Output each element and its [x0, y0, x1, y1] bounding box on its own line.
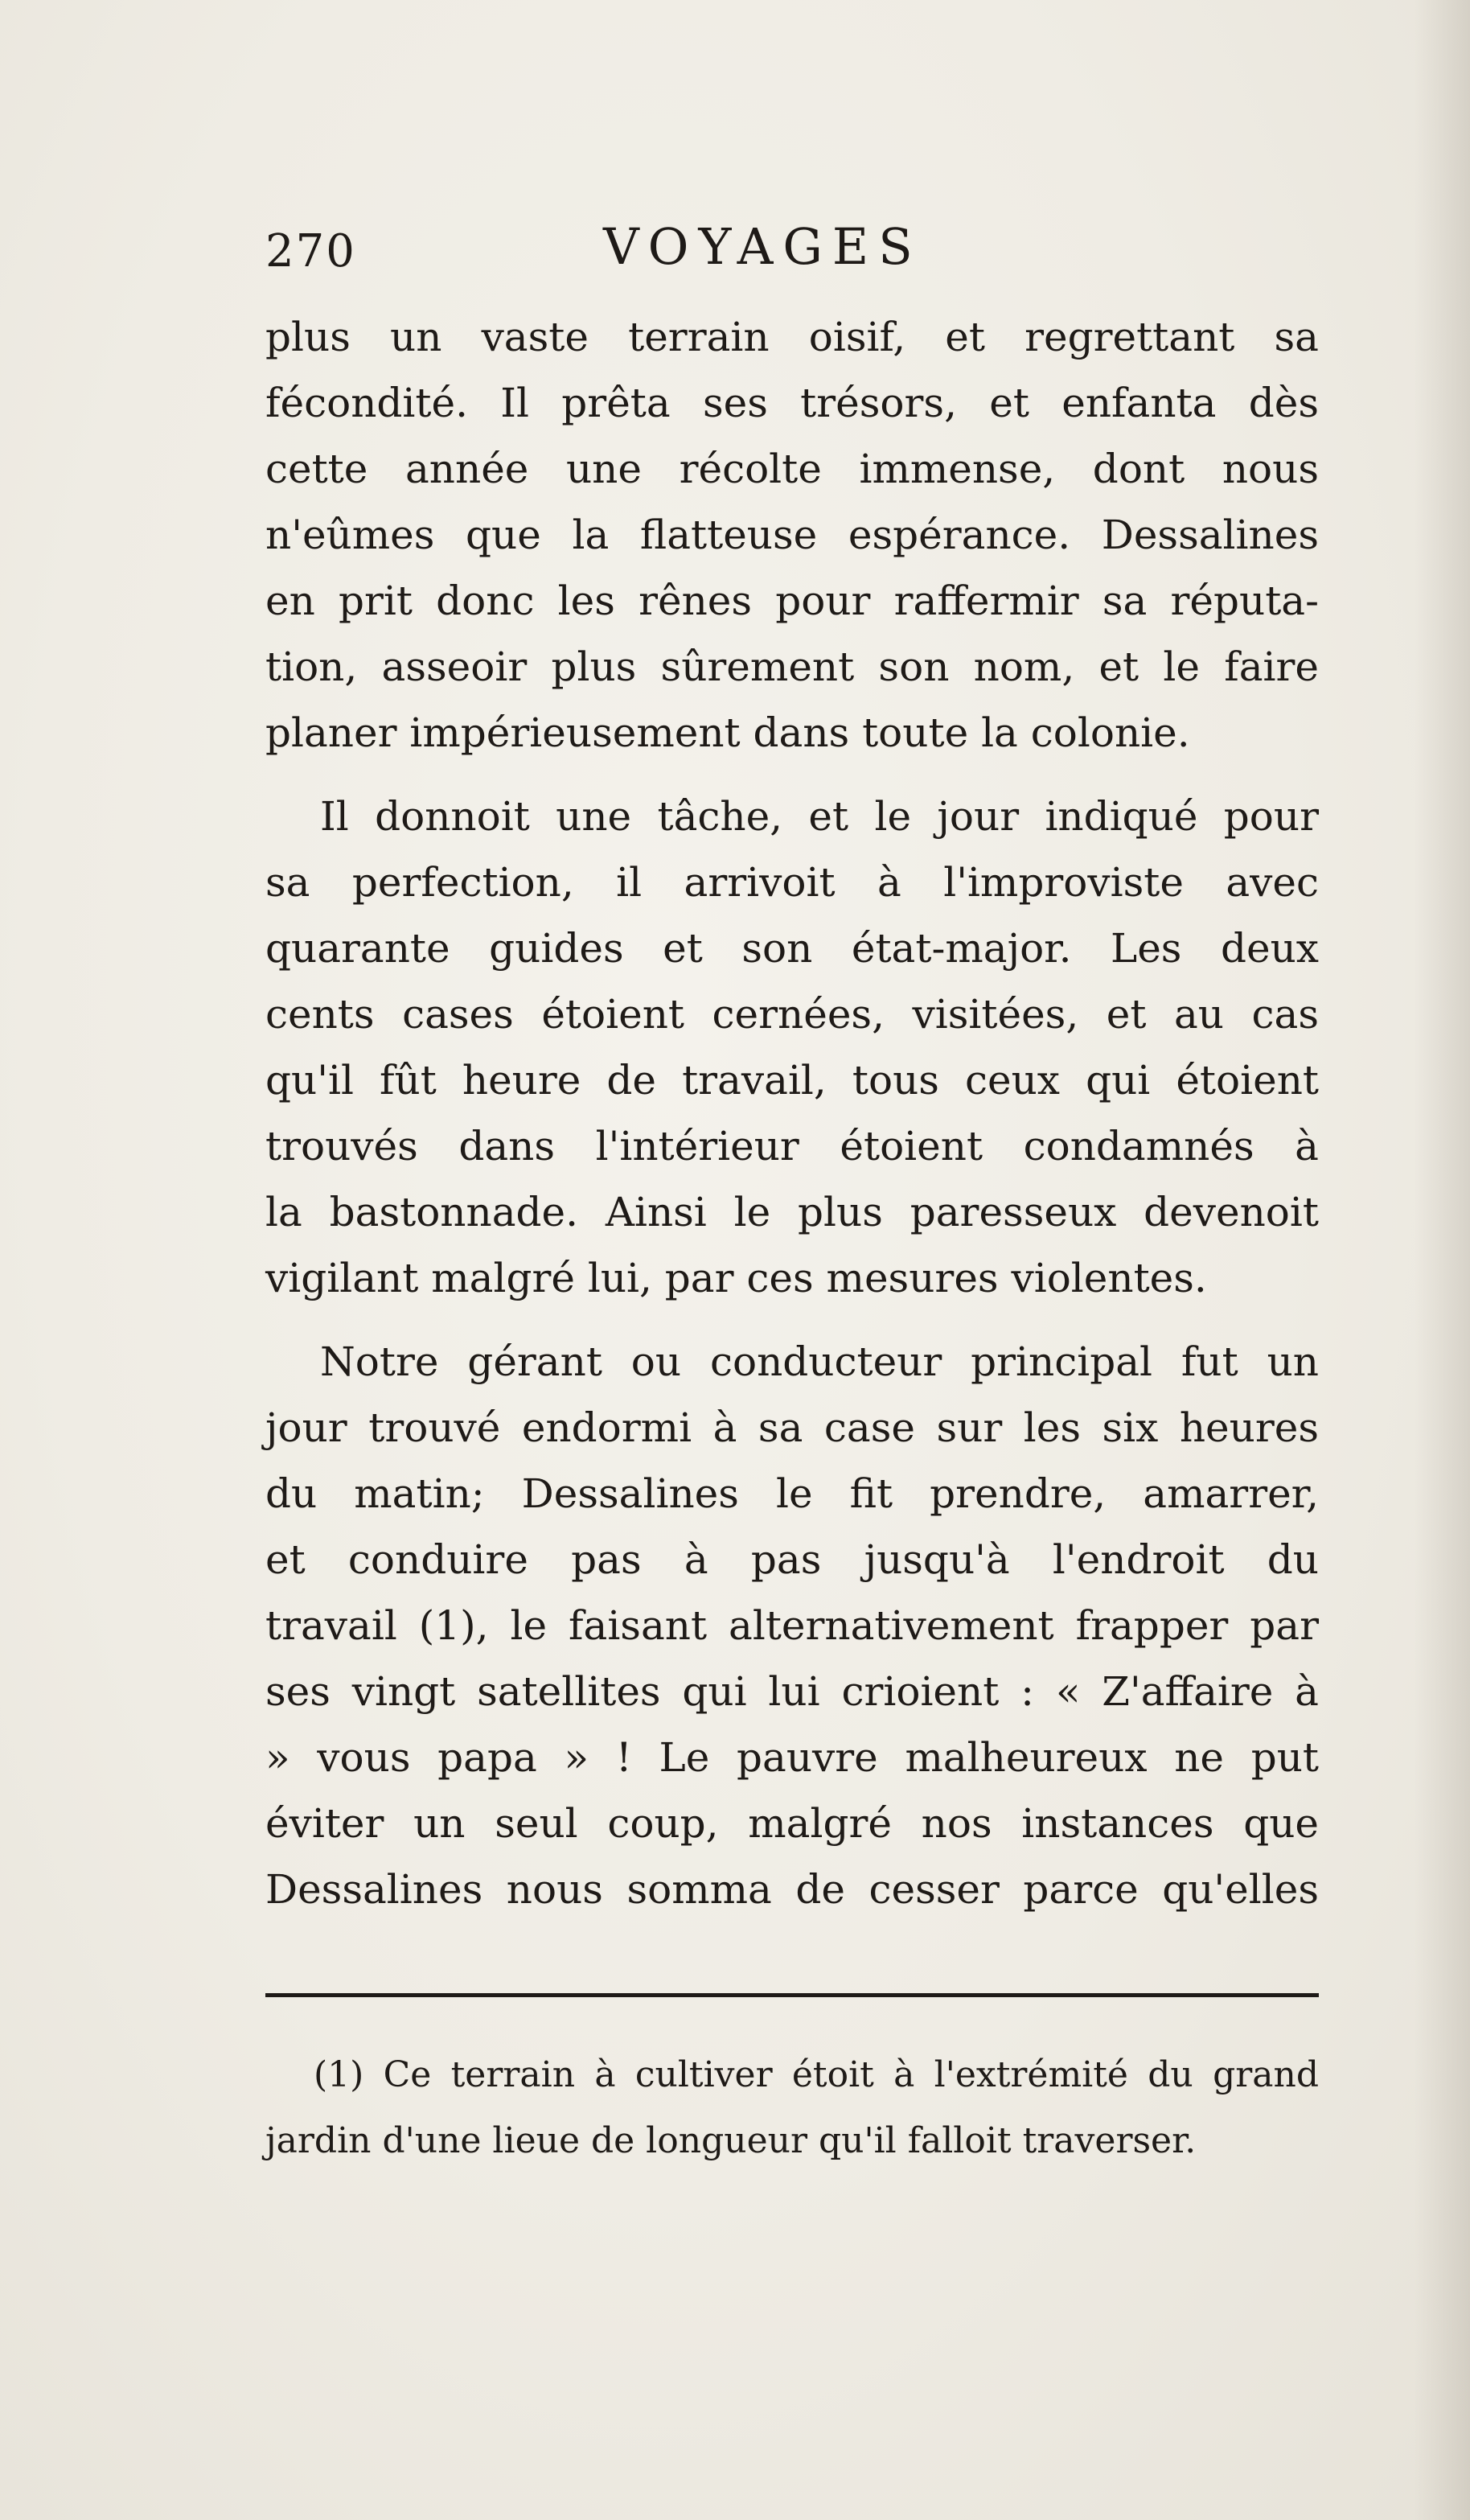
text-line: vigilant malgré lui, par ces mesures violentes. — [265, 1255, 1207, 1301]
text-line: n'eûmes que la flatteuse espérance. Dessalines — [265, 512, 1319, 558]
text-line: trouvés dans l'intérieur étoient condamnés à — [265, 1123, 1319, 1170]
text-line: éviter un seul coup, malgré nos instances que — [265, 1800, 1319, 1847]
paragraph-1 — [265, 304, 1319, 766]
footnote-line: jardin d'une lieue de longueur qu'il falloit traverser. — [265, 2120, 1197, 2161]
text-line: en prit donc les rênes pour raffermir sa réputa- — [265, 578, 1319, 624]
text-line: et conduire pas à pas jusqu'à l'endroit du — [265, 1536, 1319, 1583]
text-line: plus un vaste terrain oisif, et regrettant sa — [265, 314, 1319, 360]
text-line: planer impérieusement dans toute la colonie. — [265, 709, 1190, 756]
text-line: la bastonnade. Ainsi le plus paresseux devenoit — [265, 1189, 1319, 1235]
body-text — [265, 304, 1319, 1940]
text-line: travail (1), le faisant alternativement frapper par — [265, 1602, 1319, 1649]
text-line: tion, asseoir plus sûrement son nom, et le faire — [265, 643, 1319, 690]
text-line: Dessalines nous somma de cesser parce qu'elles — [265, 1866, 1319, 1913]
footnote-divider — [265, 1993, 1319, 1997]
page-number: 270 — [265, 225, 356, 277]
text-line: fécondité. Il prêta ses trésors, et enfanta dès — [265, 380, 1319, 426]
text-line: quarante guides et son état-major. Les deux — [265, 925, 1319, 972]
footnote — [265, 2043, 1319, 2175]
text-line: Il donnoit une tâche, et le jour indiqué pour — [320, 793, 1319, 840]
paragraph-3 — [265, 1329, 1319, 1922]
text-line: sa perfection, il arrivoit à l'improviste avec — [265, 859, 1319, 906]
text-line: jour trouvé endormi à sa case sur les six heures — [265, 1404, 1319, 1451]
page-header — [265, 217, 1319, 290]
paragraph-2 — [265, 783, 1319, 1311]
text-line: » vous papa » ! Le pauvre malheureux ne put — [265, 1734, 1319, 1781]
text-line: qu'il fût heure de travail, tous ceux qui étoient — [265, 1057, 1319, 1104]
text-line: cents cases étoient cernées, visitées, et au cas — [265, 991, 1319, 1038]
running-title: VOYAGES — [603, 217, 922, 276]
text-line: Notre gérant ou conducteur principal fut un — [320, 1338, 1319, 1385]
footnote-line: (1) Ce terrain à cultiver étoit à l'extrémité du grand — [314, 2054, 1319, 2095]
text-line: du matin; Dessalines le fit prendre, amarrer, — [265, 1470, 1319, 1517]
text-line: ses vingt satellites qui lui crioient : « Z'affaire à — [265, 1668, 1319, 1715]
text-line: cette année une récolte immense, dont nous — [265, 446, 1319, 492]
page-edge-shadow — [1414, 0, 1470, 2520]
